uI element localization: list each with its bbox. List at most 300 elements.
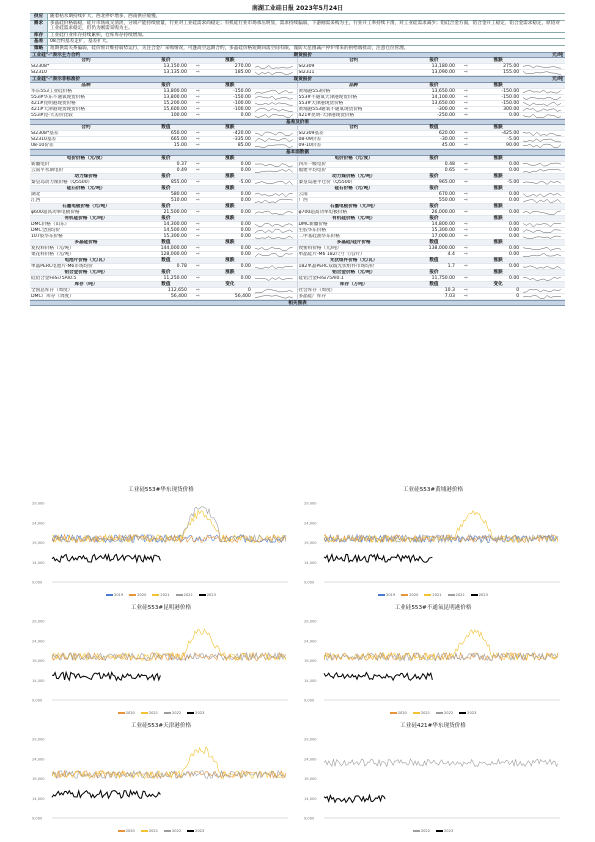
y-tick-label: 24,000: [304, 521, 317, 526]
fundamentals-title: 基本面数据: [286, 150, 309, 156]
header-cell: 合约: [349, 58, 359, 64]
row-name: SI2311: [298, 70, 315, 76]
chart: [302, 485, 564, 597]
arrow-icon: ⇨: [195, 137, 200, 143]
chart: [30, 603, 292, 715]
legend-label: 2019: [386, 593, 396, 597]
row-name: 硅铝合金FeSi75Al0.5: [31, 275, 77, 281]
sparkline: [254, 162, 297, 167]
sparkline: [522, 70, 565, 75]
header-cell: 电池片价格（元/瓦）: [64, 257, 108, 263]
table-half: [30, 192, 298, 197]
legend-label: 2021: [160, 593, 170, 597]
header-cell: 数值: [429, 257, 439, 263]
header-spacer: [190, 282, 206, 287]
row-value: 17,000.00: [431, 233, 455, 239]
row-change: 270.00: [234, 64, 251, 70]
sparkline: [522, 222, 565, 227]
row-name: 湖北: [31, 191, 41, 197]
table-half: [298, 198, 566, 203]
sparkline: [254, 192, 297, 197]
header-spacer: [190, 186, 206, 191]
y-tick-label: 29,000: [304, 501, 317, 506]
header-cell: 有机硅价格（元/吨）: [332, 215, 376, 221]
header-cell: 报价: [429, 82, 439, 88]
row-change: 0.00: [508, 209, 520, 215]
legend-label: 2023: [195, 829, 205, 833]
row-value: 14,500.00: [163, 227, 187, 233]
legend-swatch: [187, 830, 194, 831]
table-half: [30, 174, 298, 179]
row-change: 0.00: [240, 191, 251, 197]
sparkline: [254, 246, 297, 251]
legend-label: 2023: [206, 593, 216, 597]
row-value: 0.37: [176, 161, 187, 167]
header-spacer: [458, 174, 474, 179]
arrow-icon: ⇨: [464, 197, 468, 203]
row-change: 0.00: [508, 161, 520, 167]
header-cell: 石墨电极价格（元/吨）: [62, 203, 110, 209]
row-name: 553#华东不通氧现货价格: [31, 94, 85, 100]
legend-label: 2023: [444, 829, 454, 833]
spot-subtitle: 工业硅"-"表示非标准价: [32, 77, 81, 83]
header-spacer: [458, 258, 474, 263]
row-value: 965.00: [438, 179, 455, 185]
header-cell: 报价: [429, 58, 439, 64]
header-cell: 报价: [429, 203, 439, 209]
sparkline: [522, 107, 565, 112]
arrow-icon: ⇨: [464, 137, 468, 143]
sparkline: [522, 294, 565, 299]
legend-item: [141, 711, 158, 715]
commentary-block: [30, 13, 565, 52]
legend-label: 2022: [172, 829, 182, 833]
row-name: SI2309: [298, 64, 315, 70]
table-half: [30, 240, 298, 245]
note-label: 基差: [30, 39, 48, 45]
header-cell: 光伏组件价格（元/瓦）: [329, 257, 378, 263]
header-cell: 涨跌: [225, 58, 235, 64]
legend-label: 2022: [455, 593, 465, 597]
row-name: 福建平均电价: [298, 167, 327, 173]
daily-report: [30, 4, 565, 306]
header-cell: 变化: [225, 281, 235, 287]
spot-table: [30, 83, 565, 119]
legend-item: [413, 711, 430, 715]
row-value: 1.7: [447, 263, 455, 269]
chart-title: 工业硅553#华东现货价格: [128, 487, 194, 493]
sparkline: [254, 210, 297, 215]
row-value: 0.78: [176, 263, 187, 269]
legend-item: [459, 711, 476, 715]
row-value: 510.00: [170, 197, 187, 203]
table-half: [30, 64, 298, 69]
arrow-icon: ⇨: [464, 106, 468, 112]
y-tick-label: 9,000: [304, 698, 315, 703]
table-half: [298, 95, 566, 100]
header-cell: 合约: [81, 58, 91, 64]
header-spacer: [190, 174, 206, 179]
row-name: DMC厂库存（周度）: [31, 293, 74, 299]
row-value: -30.00: [440, 137, 455, 143]
row-value: -250.00: [437, 112, 455, 118]
legend-label: 2021: [432, 593, 442, 597]
sparkline: [254, 180, 297, 185]
legend-item: [436, 829, 453, 833]
header-cell: 硅石价格（元/吨）: [334, 185, 373, 191]
arrow-icon: ⇨: [195, 287, 200, 293]
table-half: [298, 264, 566, 269]
header-cell: 报价: [161, 269, 171, 275]
header-cell: 数值: [161, 239, 171, 245]
table-half: [298, 113, 566, 118]
row-name: 秦皇岛港平仓价（Q5500）: [298, 179, 356, 185]
legend-label: 2019: [114, 593, 124, 597]
arrow-icon: ⇨: [464, 245, 468, 251]
header-spacer: [254, 258, 297, 263]
legend-swatch: [187, 712, 194, 713]
y-tick-label: 9,000: [32, 698, 43, 703]
arrow-icon: ⇨: [195, 251, 200, 257]
header-cell: 铝合金价格（元/吨）: [64, 269, 108, 275]
row-name: 云南: [298, 191, 308, 197]
legend-label: 2022: [183, 593, 193, 597]
header-spacer: [190, 216, 206, 221]
charts-grid: [30, 485, 565, 835]
header-cell: 涨跌: [225, 155, 235, 161]
row-value: 13,090.00: [431, 70, 455, 76]
legend-label: 2020: [409, 593, 419, 597]
row-change: 0.00: [240, 275, 251, 281]
row-change: 0.00: [240, 197, 251, 203]
table-half: [298, 162, 566, 167]
row-name: 致密料价格（元/吨）: [298, 245, 342, 251]
header-spacer: [254, 156, 297, 161]
fundamentals-table: [30, 156, 565, 300]
header-spacer: [522, 282, 565, 287]
sparkline: [522, 137, 565, 142]
y-tick-label: 14,000: [304, 560, 317, 565]
header-cell: 数值: [161, 125, 171, 131]
table-half: [30, 294, 298, 299]
legend-item: [401, 593, 418, 597]
table-half: [30, 216, 298, 221]
arrow-icon: ⇨: [195, 88, 200, 94]
header-cell: 数值: [429, 281, 439, 287]
table-half: [30, 210, 298, 215]
table-half: [30, 101, 298, 106]
row-change: 155.00: [503, 70, 520, 76]
chart-title: 工业硅421#华东现货价格: [400, 723, 466, 729]
table-half: [30, 143, 298, 148]
sparkline: [522, 192, 565, 197]
y-tick-label: 29,000: [304, 619, 317, 624]
row-name: SI2310: [31, 70, 47, 76]
row-value: 21,500.00: [163, 209, 187, 215]
header-spacer: [190, 258, 206, 263]
header-cell: 涨跌: [493, 173, 503, 179]
legend-item: [164, 829, 181, 833]
header-spacer: [522, 186, 565, 191]
table-half: [30, 258, 298, 263]
row-name: 秦皇岛动力煤价格（Q5500）: [31, 179, 93, 185]
row-name: 08-10价差: [31, 143, 54, 149]
header-cell: 变化: [493, 281, 503, 287]
header-spacer: [254, 270, 297, 275]
row-change: -150.00: [501, 94, 520, 100]
legend-item: [176, 593, 193, 597]
row-change: 90.00: [506, 143, 520, 149]
chart-title: 工业硅553#黄埔港价格: [402, 487, 464, 493]
series-line-2023: [324, 673, 432, 681]
chart-legend: [30, 711, 292, 715]
arrow-icon: ⇨: [464, 143, 468, 149]
row-name: 421#天津港现货现货价格: [31, 106, 85, 112]
row-value: 620.00: [438, 131, 455, 137]
table-half: [30, 180, 298, 185]
table-half: [30, 198, 298, 203]
legend-label: 2022: [172, 711, 182, 715]
arrow-icon: ⇨: [195, 131, 200, 137]
table-half: [30, 95, 298, 100]
sparkline: [522, 198, 565, 203]
header-spacer: [190, 156, 206, 161]
header-cell: 报价: [161, 173, 171, 179]
arrow-icon: ⇨: [195, 161, 200, 167]
header-spacer: [522, 83, 565, 88]
header-cell: 涨跌: [225, 239, 235, 245]
sparkline: [254, 70, 297, 75]
legend-item: [413, 829, 430, 833]
chart-plot: [302, 729, 564, 824]
arrow-icon: ⇨: [195, 245, 200, 251]
sparkline: [522, 234, 565, 239]
note-row: [30, 45, 565, 52]
arrow-icon: ⇨: [195, 191, 200, 197]
chart-plot: [302, 493, 564, 588]
header-spacer: [522, 240, 565, 245]
legend-item: [378, 593, 395, 597]
legend-label: 2022: [444, 711, 454, 715]
y-tick-label: 14,000: [304, 796, 317, 801]
sparkline: [254, 222, 297, 227]
legend-swatch: [471, 594, 478, 595]
y-tick-label: 9,000: [32, 580, 43, 585]
series-line-2023: [324, 795, 385, 802]
table-half: [30, 107, 298, 112]
header-cell: 涨跌: [225, 215, 235, 221]
y-tick-label: 9,000: [32, 816, 43, 821]
header-spacer: [254, 186, 297, 191]
header-cell: 数值: [429, 239, 439, 245]
note-label: 库存: [30, 33, 48, 39]
row-value: 11,750.00: [431, 275, 455, 281]
row-value: 15,300.00: [431, 227, 455, 233]
y-tick-label: 29,000: [32, 501, 45, 506]
row-change: 0.00: [508, 221, 520, 227]
row-name: 四川一级电价: [298, 161, 327, 167]
row-name: DMC新疆价格: [298, 221, 328, 227]
legend-label: 2020: [125, 829, 135, 833]
y-tick-label: 19,000: [304, 541, 317, 545]
sparkline: [522, 180, 565, 185]
legend-swatch: [141, 830, 148, 831]
row-value: 13,800.00: [163, 94, 187, 100]
row-change: 0.00: [240, 245, 251, 251]
sparkline: [522, 252, 565, 257]
sparkline: [254, 107, 297, 112]
table-half: [298, 282, 566, 287]
y-tick-label: 9,000: [304, 816, 315, 821]
header-cell: 合约: [349, 125, 359, 131]
row-name: 二甲基硅油华东价格: [298, 233, 340, 239]
row-name: DMC全国均价: [31, 227, 61, 233]
row-change: -420.00: [233, 131, 251, 137]
header-cell: 涨跌: [225, 185, 235, 191]
header-cell: 涨跌: [493, 257, 503, 263]
chart: [30, 721, 292, 833]
y-tick-label: 19,000: [304, 777, 317, 781]
row-name: SI2310基差: [31, 137, 57, 143]
y-tick-label: 14,000: [32, 560, 45, 565]
row-value: 26,000.00: [431, 209, 455, 215]
y-tick-label: 24,000: [32, 639, 45, 644]
header-cell: 涨跌: [225, 257, 235, 263]
header-spacer: [254, 58, 297, 63]
row-change: -100.00: [233, 100, 251, 106]
note-label: 策略: [30, 46, 48, 52]
header-spacer: [458, 156, 474, 161]
arrow-icon: ⇨: [464, 100, 468, 106]
arrow-icon: ⇨: [195, 263, 200, 269]
legend-label: 2023: [195, 711, 205, 715]
series-line-2023: [324, 554, 432, 562]
table-half: [298, 101, 566, 106]
legend-label: 2023: [478, 593, 488, 597]
table-half: [298, 143, 566, 148]
table-half: [298, 210, 566, 215]
header-cell: 报价: [161, 203, 171, 209]
chart-legend: [302, 829, 564, 833]
header-cell: 涨跌: [493, 82, 503, 88]
header-spacer: [190, 83, 206, 88]
row-change: -150.00: [233, 88, 251, 94]
header-cell: 品种: [81, 82, 91, 88]
table-half: [298, 240, 566, 245]
table-half: [298, 64, 566, 69]
header-cell: 报价: [161, 215, 171, 221]
row-value: 13,180.00: [431, 64, 455, 70]
legend-swatch: [413, 830, 420, 831]
chart: [302, 721, 564, 833]
arrow-icon: ⇨: [464, 263, 468, 269]
legend-item: [187, 829, 204, 833]
arrow-icon: ⇨: [195, 293, 200, 299]
header-spacer: [254, 83, 297, 88]
header-cell: 报价: [161, 58, 171, 64]
header-spacer: [458, 282, 474, 287]
series-line-2021: [52, 747, 286, 779]
header-cell: 涨跌: [493, 185, 503, 191]
row-change: 0.00: [508, 191, 520, 197]
legend-swatch: [199, 594, 206, 595]
header-spacer: [190, 58, 206, 63]
chart-title: 工业硅553#昆明港价格: [130, 605, 192, 611]
futures-table: [30, 58, 565, 76]
sparkline: [254, 64, 297, 69]
sparkline: [254, 168, 297, 173]
sparkline: [522, 276, 565, 281]
header-cell: 涨跌: [225, 125, 235, 131]
row-change: -150.00: [501, 88, 520, 94]
header-cell: 多晶硅价格: [74, 239, 98, 245]
legend-item: [199, 593, 216, 597]
row-name: SI2308*: [31, 64, 50, 70]
basis-table: [30, 125, 565, 149]
table-half: [298, 246, 566, 251]
row-change: 0.00: [240, 251, 251, 257]
legend-label: 2022: [420, 829, 430, 833]
table-half: [298, 222, 566, 227]
header-spacer: [458, 125, 474, 130]
sparkline: [254, 294, 297, 299]
arrow-icon: ⇨: [195, 70, 200, 76]
row-value: 580.00: [170, 191, 187, 197]
legend-swatch: [164, 830, 171, 831]
row-change: 0.00: [240, 227, 251, 233]
sparkline: [522, 113, 565, 118]
chart-plot: [30, 493, 292, 588]
row-change: 0.00: [508, 263, 520, 269]
header-spacer: [522, 204, 565, 209]
table-half: [298, 288, 566, 293]
legend-swatch: [413, 712, 420, 713]
legend-label: 2021: [148, 829, 158, 833]
row-change: -5.00: [507, 137, 520, 143]
header-cell: 涨跌: [493, 269, 503, 275]
arrow-icon: ⇨: [464, 179, 468, 185]
header-cell: 电价价格（元/度）: [334, 155, 373, 161]
header-spacer: [522, 125, 565, 130]
row-value: 13,135.00: [163, 70, 187, 76]
arrow-icon: ⇨: [195, 167, 200, 173]
sparkline: [254, 234, 297, 239]
table-half: [30, 156, 298, 161]
chart-plot: [302, 611, 564, 706]
sparkline: [254, 198, 297, 203]
legend-item: [118, 829, 135, 833]
header-cell: 数值: [161, 257, 171, 263]
row-change: 0.00: [508, 275, 520, 281]
row-change: 0.00: [240, 221, 251, 227]
sparkline: [522, 288, 565, 293]
header-spacer: [522, 58, 565, 63]
header-cell: 涨跌: [493, 203, 503, 209]
table-half: [298, 131, 566, 136]
row-name: φ600超高功率电极价格: [31, 209, 80, 215]
table-half: [298, 276, 566, 281]
table-half: [298, 258, 566, 263]
legend-swatch: [448, 594, 455, 595]
y-tick-label: 14,000: [304, 678, 317, 683]
arrow-icon: ⇨: [195, 221, 200, 227]
chart-legend: [302, 593, 564, 597]
sparkline: [522, 131, 565, 136]
row-name: 单晶硅片-M6 182尺寸（元/片）: [298, 251, 365, 257]
row-change: -5.00: [507, 179, 520, 185]
arrow-icon: ⇨: [195, 100, 200, 106]
y-tick-label: 14,000: [32, 678, 45, 683]
